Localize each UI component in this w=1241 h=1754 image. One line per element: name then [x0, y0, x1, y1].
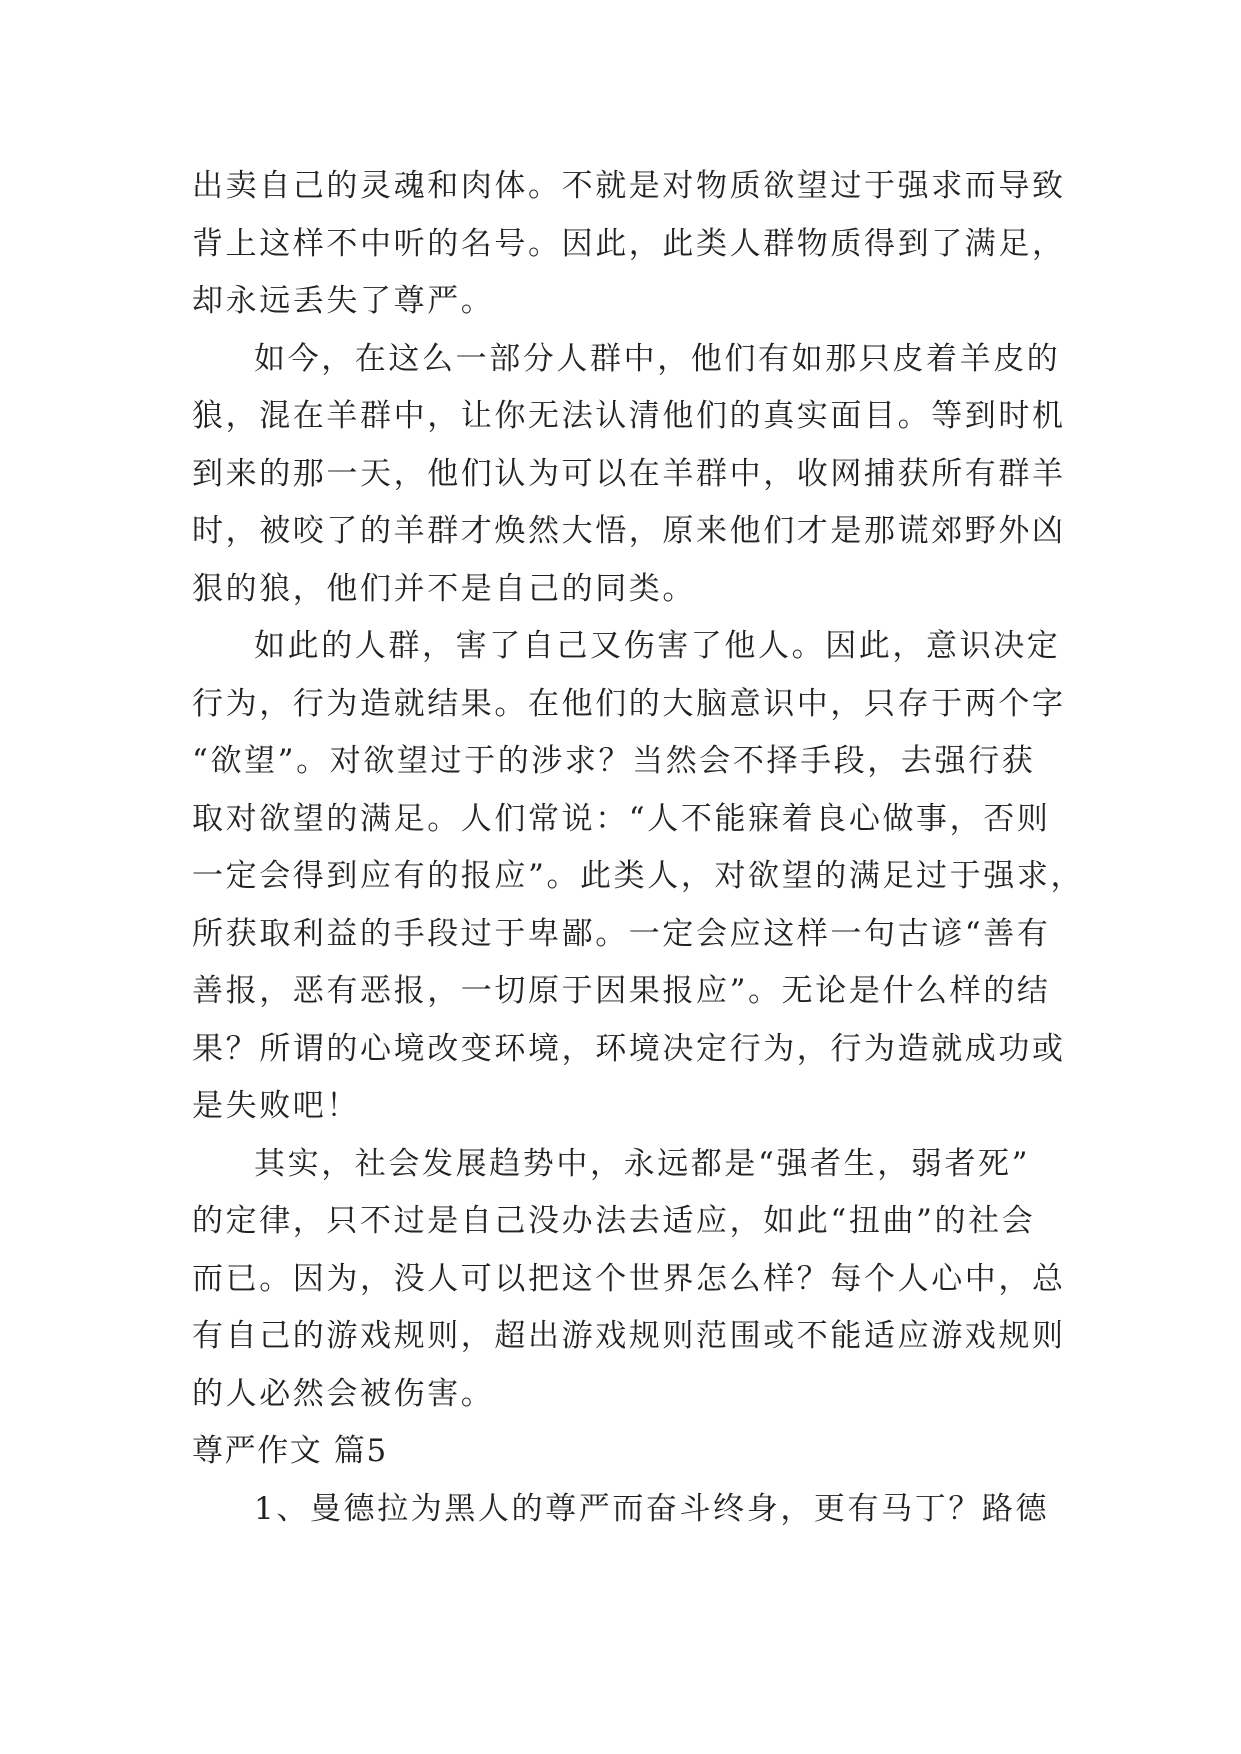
body-line: 狼，混在羊群中，让你无法认清他们的真实面目。等到时机: [192, 398, 1066, 434]
body-line: 有自己的游戏规则，超出游戏规则范围或不能适应游戏规则: [192, 1318, 1066, 1354]
body-line: 果？所谓的心境改变环境，环境决定行为，行为造就成功或: [192, 1030, 1066, 1067]
body-line: 时，被咬了的羊群才焕然大悟，原来他们才是那谎郊野外凶: [192, 513, 1066, 549]
body-line: 的人必然会被伤害。: [192, 1375, 495, 1412]
body-line: 一定会得到应有的报应”。此类人，对欲望的满足过于强求，: [192, 858, 1085, 894]
body-line: 善报，恶有恶报，一切原于因果报应”。无论是什么样的结: [192, 973, 1051, 1009]
paragraph-start-line: 1、曼德拉为黑人的尊严而奋斗终身，更有马丁？路德: [254, 1490, 1050, 1527]
body-line: 的定律，只不过是自己没办法去适应，如此“扭曲”的社会: [192, 1203, 1036, 1239]
body-line: 行为，行为造就结果。在他们的大脑意识中，只存于两个字: [192, 685, 1066, 722]
body-line: “欲望”。对欲望过于的涉求？当然会不择手段，去强行获: [192, 743, 1036, 779]
body-line: 到来的那一天，他们认为可以在羊群中，收网捕获所有群羊: [192, 455, 1066, 492]
paragraph-start-line: 其实，社会发展趋势中，永远都是“强者生，弱者死”: [254, 1145, 1031, 1182]
body-line: 背上这样不中听的名号。因此，此类人群物质得到了满足，: [192, 225, 1066, 262]
document-body: [192, 158, 1085, 1538]
body-line: 狠的狼，他们并不是自己的同类。: [192, 570, 696, 607]
paragraph-start-line: 如此的人群，害了自己又伤害了他人。因此，意识决定: [254, 628, 1061, 664]
body-line: 却永远丢失了尊严。: [192, 283, 495, 319]
body-line: 是失败吧！: [192, 1088, 360, 1124]
section-heading: 尊严作文 篇5: [192, 1433, 388, 1469]
body-line: 所获取利益的手段过于卑鄙。一定会应这样一句古谚“善有: [192, 915, 1051, 952]
body-line: 而已。因为，没人可以把这个世界怎么样？每个人心中，总: [192, 1260, 1066, 1297]
body-line: 出卖自己的灵魂和肉体。不就是对物质欲望过于强求而导致: [192, 168, 1066, 204]
paragraph-start-line: 如今，在这么一部分人群中，他们有如那只皮着羊皮的: [254, 340, 1061, 377]
body-line: 取对欲望的满足。人们常说：“人不能寐着良心做事，否则: [192, 800, 1051, 837]
